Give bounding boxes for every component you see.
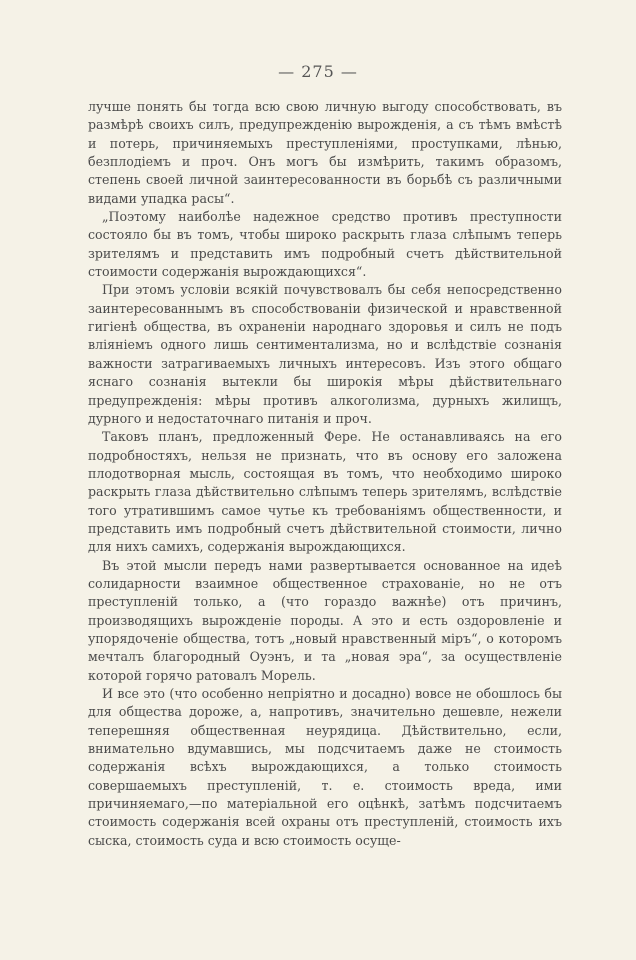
paragraph-4: Таковъ планъ, предложенный Фере. Не останавливаясь на его подробностяхъ, нельзя не признать, что въ основу его заложена плодотворная мысль, состоящая въ томъ, что необходимо широко раскрыть глаза дѣйствительно слѣпымъ теперь зрителямъ, вслѣдствіе того утратившимъ самое чутье къ требованіямъ общественности, и представить имъ подробный счетъ дѣйствительной стоимости, лично для нихъ самихъ, содержанія вырождающихся. [88,429,562,555]
body-text [88,98,562,850]
paragraph-5: Въ этой мысли передъ нами развертывается основанное на идеѣ солидарности взаимное общественное страхованіе, но не отъ преступленій только, а (что гораздо важнѣе) отъ причинъ, производящихъ вырожденіе породы. А это и есть оздоровленіе и упорядоченіе общества, тотъ „новый нравственный міръ“, о которомъ мечталъ благородный Оуэнъ, и та „новая эра“, за осуществленіе которой горячо ратовалъ Морель. [88,557,562,683]
paragraph-1: лучше понять бы тогда всю свою личную выгоду способствовать, въ размѣрѣ своихъ силъ, предупрежденію вырожденія, а съ тѣмъ вмѣстѣ и потерь, причиняемыхъ преступленіями, проступками, лѣнью, безплодіемъ и проч. Онъ могъ бы измѣрить, такимъ образомъ, степень своей личной заинтересованности въ борьбѣ съ различными видами упадка расы“. [88,99,562,206]
paragraph-3: При этомъ условіи всякій почувствовалъ бы себя непосредственно заинтересованнымъ въ способствованіи физической и нравственной гигіенѣ общества, въ охраненіи народнаго здоровья и силъ не подъ вліяніемъ одного лишь сентиментализма, но и вслѣдствіе сознанія важности затрагиваемыхъ личныхъ интересовъ. Изъ этого общаго яснаго сознанія вытекли бы широкія мѣры дѣйствительнаго предупрежденія: мѣры противъ алкоголизма, дурныхъ жилищъ, дурного и недостаточнаго питанія и проч. [88,282,562,426]
paragraph-6: И все это (что особенно непріятно и досадно) вовсе не обошлось бы для общества дороже, а, напротивъ, значительно дешевле, нежели теперешняя общественная неурядица. Дѣйствительно, если, внимательно вдумавшись, мы подсчитаемъ даже не стоимость содержанія всѣхъ вырождающихся, а только стоимость совершаемыхъ преступленій, т. е. стоимость вреда, ими причиняемаго,—по матеріальной его оцѣнкѣ, затѣмъ подсчитаемъ стоимость содержанія всей охраны отъ преступленій, стоимость ихъ сыска, стоимость суда и всю стоимость осуще- [88,686,562,848]
page-number: — 275 — [278,62,358,81]
paragraph-2: „Поэтому наиболѣе надежное средство противъ преступности состояло бы въ томъ, чтобы широко раскрыть глаза слѣпымъ теперь зрителямъ и представить имъ подробный счетъ дѣйствительной стоимости содержанія вырождающихся“. [88,209,562,280]
